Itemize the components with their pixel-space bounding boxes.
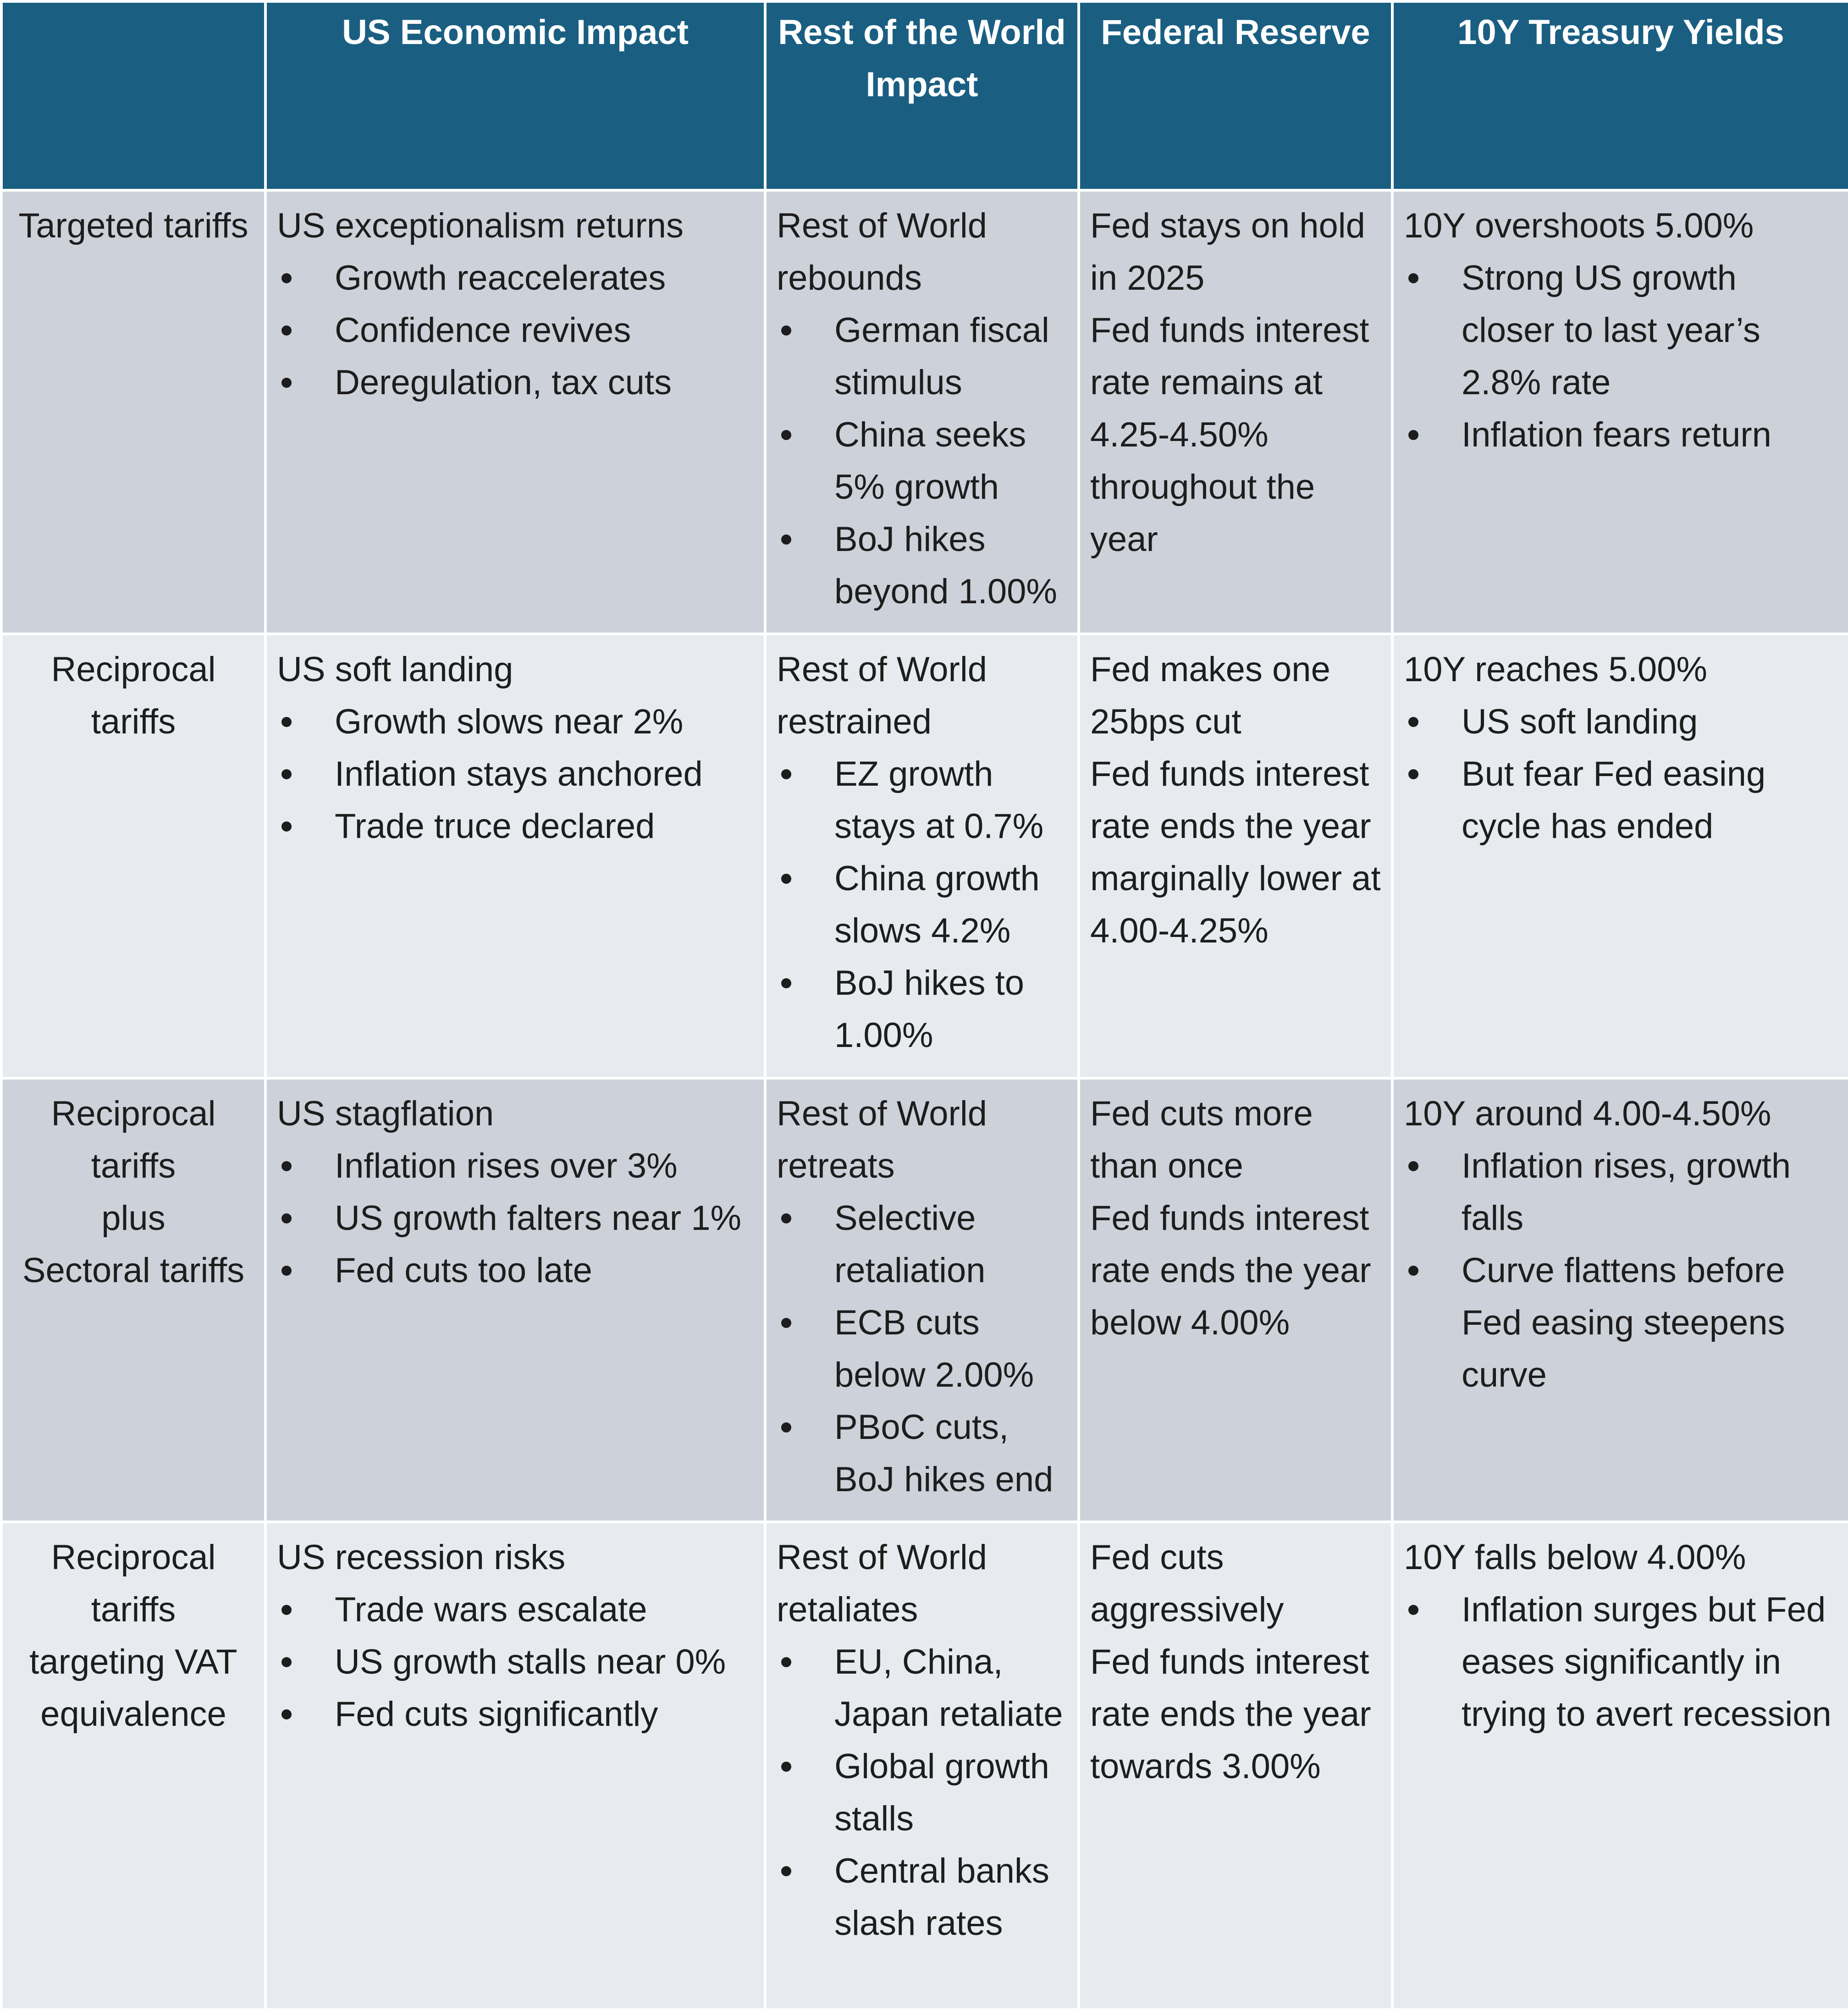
list-item: US growth falters near 1%: [277, 1192, 754, 1245]
list-item: Trade wars escalate: [277, 1584, 754, 1636]
scenario-label-line: Sectoral tariffs: [22, 1251, 245, 1290]
fed-line: Fed funds interest rate ends the year marginally lower at 4.00-4.25%: [1090, 755, 1381, 951]
list-item: Inflation stays anchored: [277, 748, 754, 800]
scenario-label: [1, 634, 265, 1078]
fed-line: Fed stays on hold in 2025: [1090, 206, 1365, 298]
scenario-label-line: tariffs: [91, 1590, 176, 1629]
list-item: Central banks slash rates: [777, 1845, 1067, 1950]
list-item: US growth stalls near 0%: [277, 1636, 754, 1688]
list-item: China growth slows 4.2%: [777, 853, 1067, 957]
header-rest-of-world-impact: Rest of the World Impact: [765, 1, 1079, 190]
yields-list: [1404, 1584, 1838, 1741]
us-impact-lead: US stagflation: [277, 1094, 494, 1133]
fed-line: Fed funds interest rate remains at 4.25-4.50% throughout the year: [1090, 311, 1369, 559]
scenario-label-line: Reciprocal: [51, 650, 216, 689]
scenario-label-line: Reciprocal: [51, 1537, 216, 1577]
header-corner-cell: [1, 1, 265, 190]
list-item: Growth slows near 2%: [277, 696, 754, 748]
table-row: [1, 190, 1848, 634]
yields-lead: 10Y overshoots 5.00%: [1404, 206, 1754, 245]
fed-line: Fed cuts aggressively: [1090, 1537, 1284, 1629]
yields-lead: 10Y falls below 4.00%: [1404, 1537, 1746, 1577]
yields-cell: [1392, 190, 1848, 634]
row-impact-cell: [765, 190, 1079, 634]
yields-lead: 10Y around 4.00-4.50%: [1404, 1094, 1771, 1133]
list-item: Fed cuts significantly: [277, 1688, 754, 1741]
header-row: [1, 1, 1848, 190]
us-impact-cell: [265, 1078, 765, 1522]
row-impact-list: [777, 748, 1067, 1062]
scenario-label-line: Targeted tariffs: [18, 206, 248, 245]
fed-cell: [1079, 1522, 1392, 2010]
list-item: BoJ hikes to 1.00%: [777, 957, 1067, 1062]
list-item: EZ growth stays at 0.7%: [777, 748, 1067, 853]
list-item: ECB cuts below 2.00%: [777, 1297, 1067, 1401]
list-item: EU, China, Japan retaliate: [777, 1636, 1067, 1741]
header-10y-treasury-yields: 10Y Treasury Yields: [1392, 1, 1848, 190]
fed-line: Fed makes one 25bps cut: [1090, 650, 1330, 742]
row-impact-lead: Rest of World restrained: [777, 650, 987, 742]
scenario-label: [1, 1522, 265, 2010]
row-impact-cell: [765, 1522, 1079, 2010]
fed-cell: [1079, 190, 1392, 634]
us-impact-cell: [265, 634, 765, 1078]
row-impact-lead: Rest of World rebounds: [777, 206, 987, 298]
header-us-economic-impact: US Economic Impact: [265, 1, 765, 190]
row-impact-cell: [765, 1078, 1079, 1522]
row-impact-list: [777, 304, 1067, 618]
yields-lead: 10Y reaches 5.00%: [1404, 650, 1707, 689]
list-item: Inflation surges but Fed eases significantly in trying to avert recession: [1404, 1584, 1838, 1741]
yields-list: [1404, 252, 1838, 461]
scenario-label-line: tariffs: [91, 1146, 176, 1185]
yields-list: [1404, 1140, 1838, 1401]
list-item: But fear Fed easing cycle has ended: [1404, 748, 1838, 853]
list-item: US soft landing: [1404, 696, 1838, 748]
list-item: German fiscal stimulus: [777, 304, 1067, 409]
fed-line: Fed cuts more than once: [1090, 1094, 1313, 1185]
fed-line: Fed funds interest rate ends the year towards 3.00%: [1090, 1642, 1371, 1786]
us-impact-cell: [265, 190, 765, 634]
us-impact-list: [277, 252, 754, 409]
row-impact-lead: Rest of World retreats: [777, 1094, 987, 1185]
row-impact-list: [777, 1192, 1067, 1506]
fed-cell: [1079, 634, 1392, 1078]
us-impact-list: [277, 1140, 754, 1297]
us-impact-list: [277, 696, 754, 853]
list-item: Growth reaccelerates: [277, 252, 754, 304]
list-item: Deregulation, tax cuts: [277, 357, 754, 409]
list-item: PBoC cuts, BoJ hikes end: [777, 1401, 1067, 1506]
list-item: BoJ hikes beyond 1.00%: [777, 513, 1067, 618]
fed-cell: [1079, 1078, 1392, 1522]
list-item: Curve flattens before Fed easing steepens curve: [1404, 1245, 1838, 1401]
row-impact-cell: [765, 634, 1079, 1078]
scenario-label-line: tariffs: [91, 702, 176, 742]
us-impact-lead: US exceptionalism returns: [277, 206, 684, 245]
table-row: [1, 1522, 1848, 2010]
scenario-label-line: equivalence: [40, 1694, 226, 1734]
scenario-label-line: targeting VAT: [29, 1642, 237, 1681]
scenario-label: [1, 1078, 265, 1522]
us-impact-cell: [265, 1522, 765, 2010]
us-impact-list: [277, 1584, 754, 1741]
list-item: Confidence revives: [277, 304, 754, 357]
yields-cell: [1392, 1522, 1848, 2010]
us-impact-lead: US recession risks: [277, 1537, 566, 1577]
scenario-label: [1, 190, 265, 634]
list-item: Selective retaliation: [777, 1192, 1067, 1297]
scenario-label-line: plus: [101, 1198, 165, 1238]
list-item: China seeks 5% growth: [777, 409, 1067, 513]
list-item: Strong US growth closer to last year’s 2.8% rate: [1404, 252, 1838, 409]
yields-cell: [1392, 634, 1848, 1078]
list-item: Inflation rises, growth falls: [1404, 1140, 1838, 1245]
row-impact-lead: Rest of World retaliates: [777, 1537, 987, 1629]
header-federal-reserve: Federal Reserve: [1079, 1, 1392, 190]
yields-list: [1404, 696, 1838, 853]
list-item: Trade truce declared: [277, 800, 754, 853]
scenario-label-line: Reciprocal: [51, 1094, 216, 1133]
us-impact-lead: US soft landing: [277, 650, 513, 689]
list-item: Global growth stalls: [777, 1741, 1067, 1845]
table-row: [1, 1078, 1848, 1522]
list-item: Inflation fears return: [1404, 409, 1838, 461]
fed-line: Fed funds interest rate ends the year below 4.00%: [1090, 1198, 1371, 1342]
yields-cell: [1392, 1078, 1848, 1522]
row-impact-list: [777, 1636, 1067, 1950]
list-item: Inflation rises over 3%: [277, 1140, 754, 1192]
table-header: [1, 1, 1848, 190]
list-item: Fed cuts too late: [277, 1245, 754, 1297]
table-row: [1, 634, 1848, 1078]
